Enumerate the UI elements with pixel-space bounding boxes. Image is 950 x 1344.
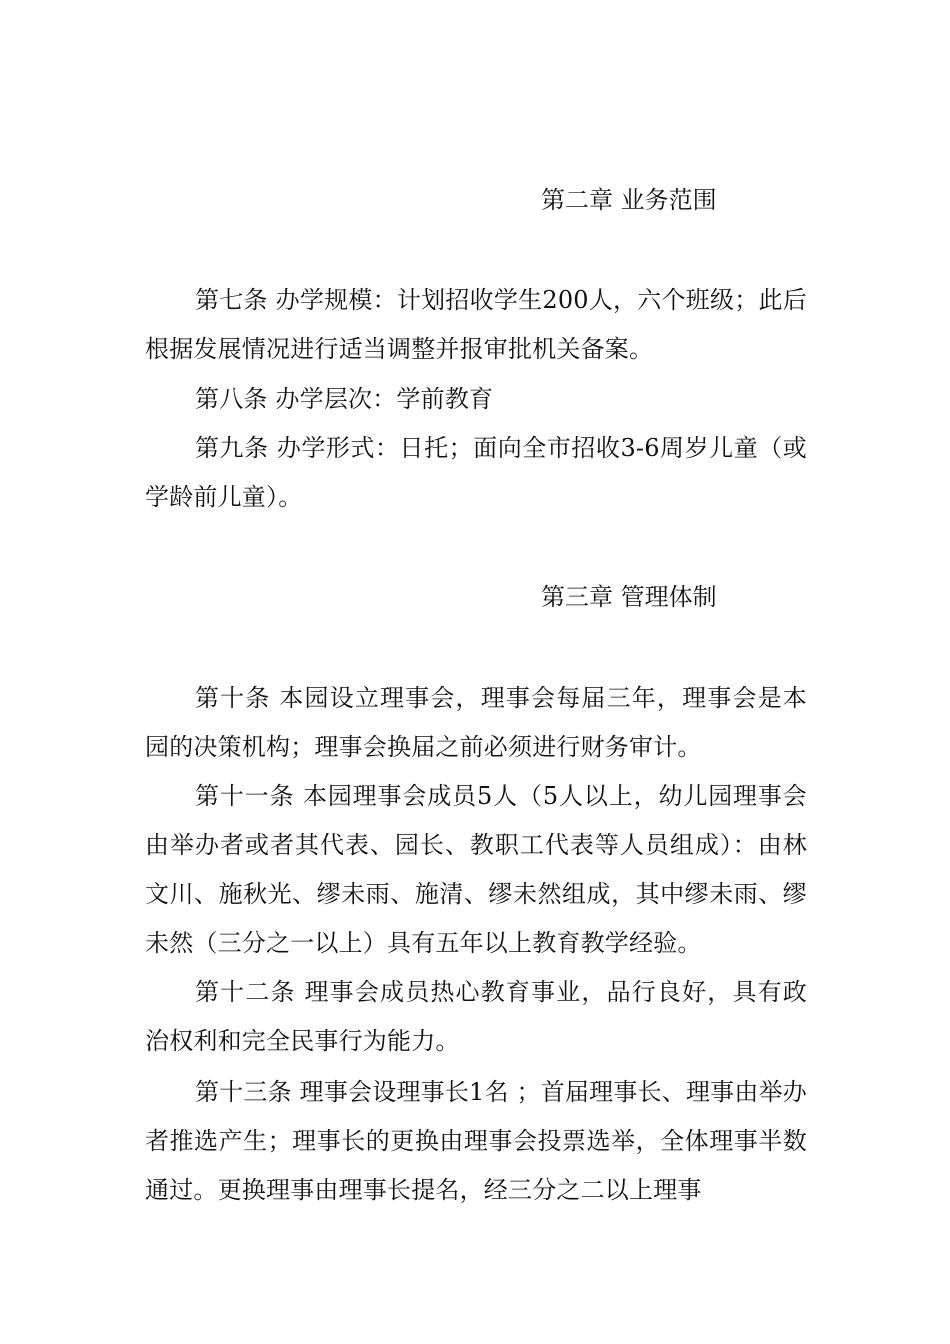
article-twelve: 第十二条 理事会成员热心教育事业，品行良好，具有政治权利和完全民事行为能力。 [145, 978, 807, 1055]
article-eleven: 第十一条 本园理事会成员5人（5人以上，幼儿园理事会由举办者或者其代表、园长、教职工代表等人员组成）：由林文川、施秋光、缪未雨、施清、缪未然组成，其中缪未雨、缪未然（三分之一以上）具有五年以上教育教学经验。 [145, 782, 807, 957]
chapter-three-heading: 第三章 管理体制 [541, 583, 717, 611]
article-ten: 第十条 本园设立理事会，理事会每届三年，理事会是本园的决策机构；理事会换届之前必须进行财务审计。 [145, 684, 807, 761]
article-thirteen: 第十三条 理事会设理事长1名 ；首届理事长、理事由举办者推选产生；理事长的更换由理事会投票选举，全体理事半数通过。更换理事由理事长提名，经三分之二以上理事 [145, 1078, 807, 1204]
article-eight: 第八条 办学层次：学前教育 [195, 385, 494, 413]
article-nine: 第九条 办学形式：日托；面向全市招收3-6周岁儿童（或学龄前儿童）。 [145, 434, 807, 511]
article-seven: 第七条 办学规模：计划招收学生200人，六个班级；此后根据发展情况进行适当调整并报审批机关备案。 [145, 286, 807, 363]
chapter-two-heading: 第二章 业务范围 [541, 186, 717, 214]
